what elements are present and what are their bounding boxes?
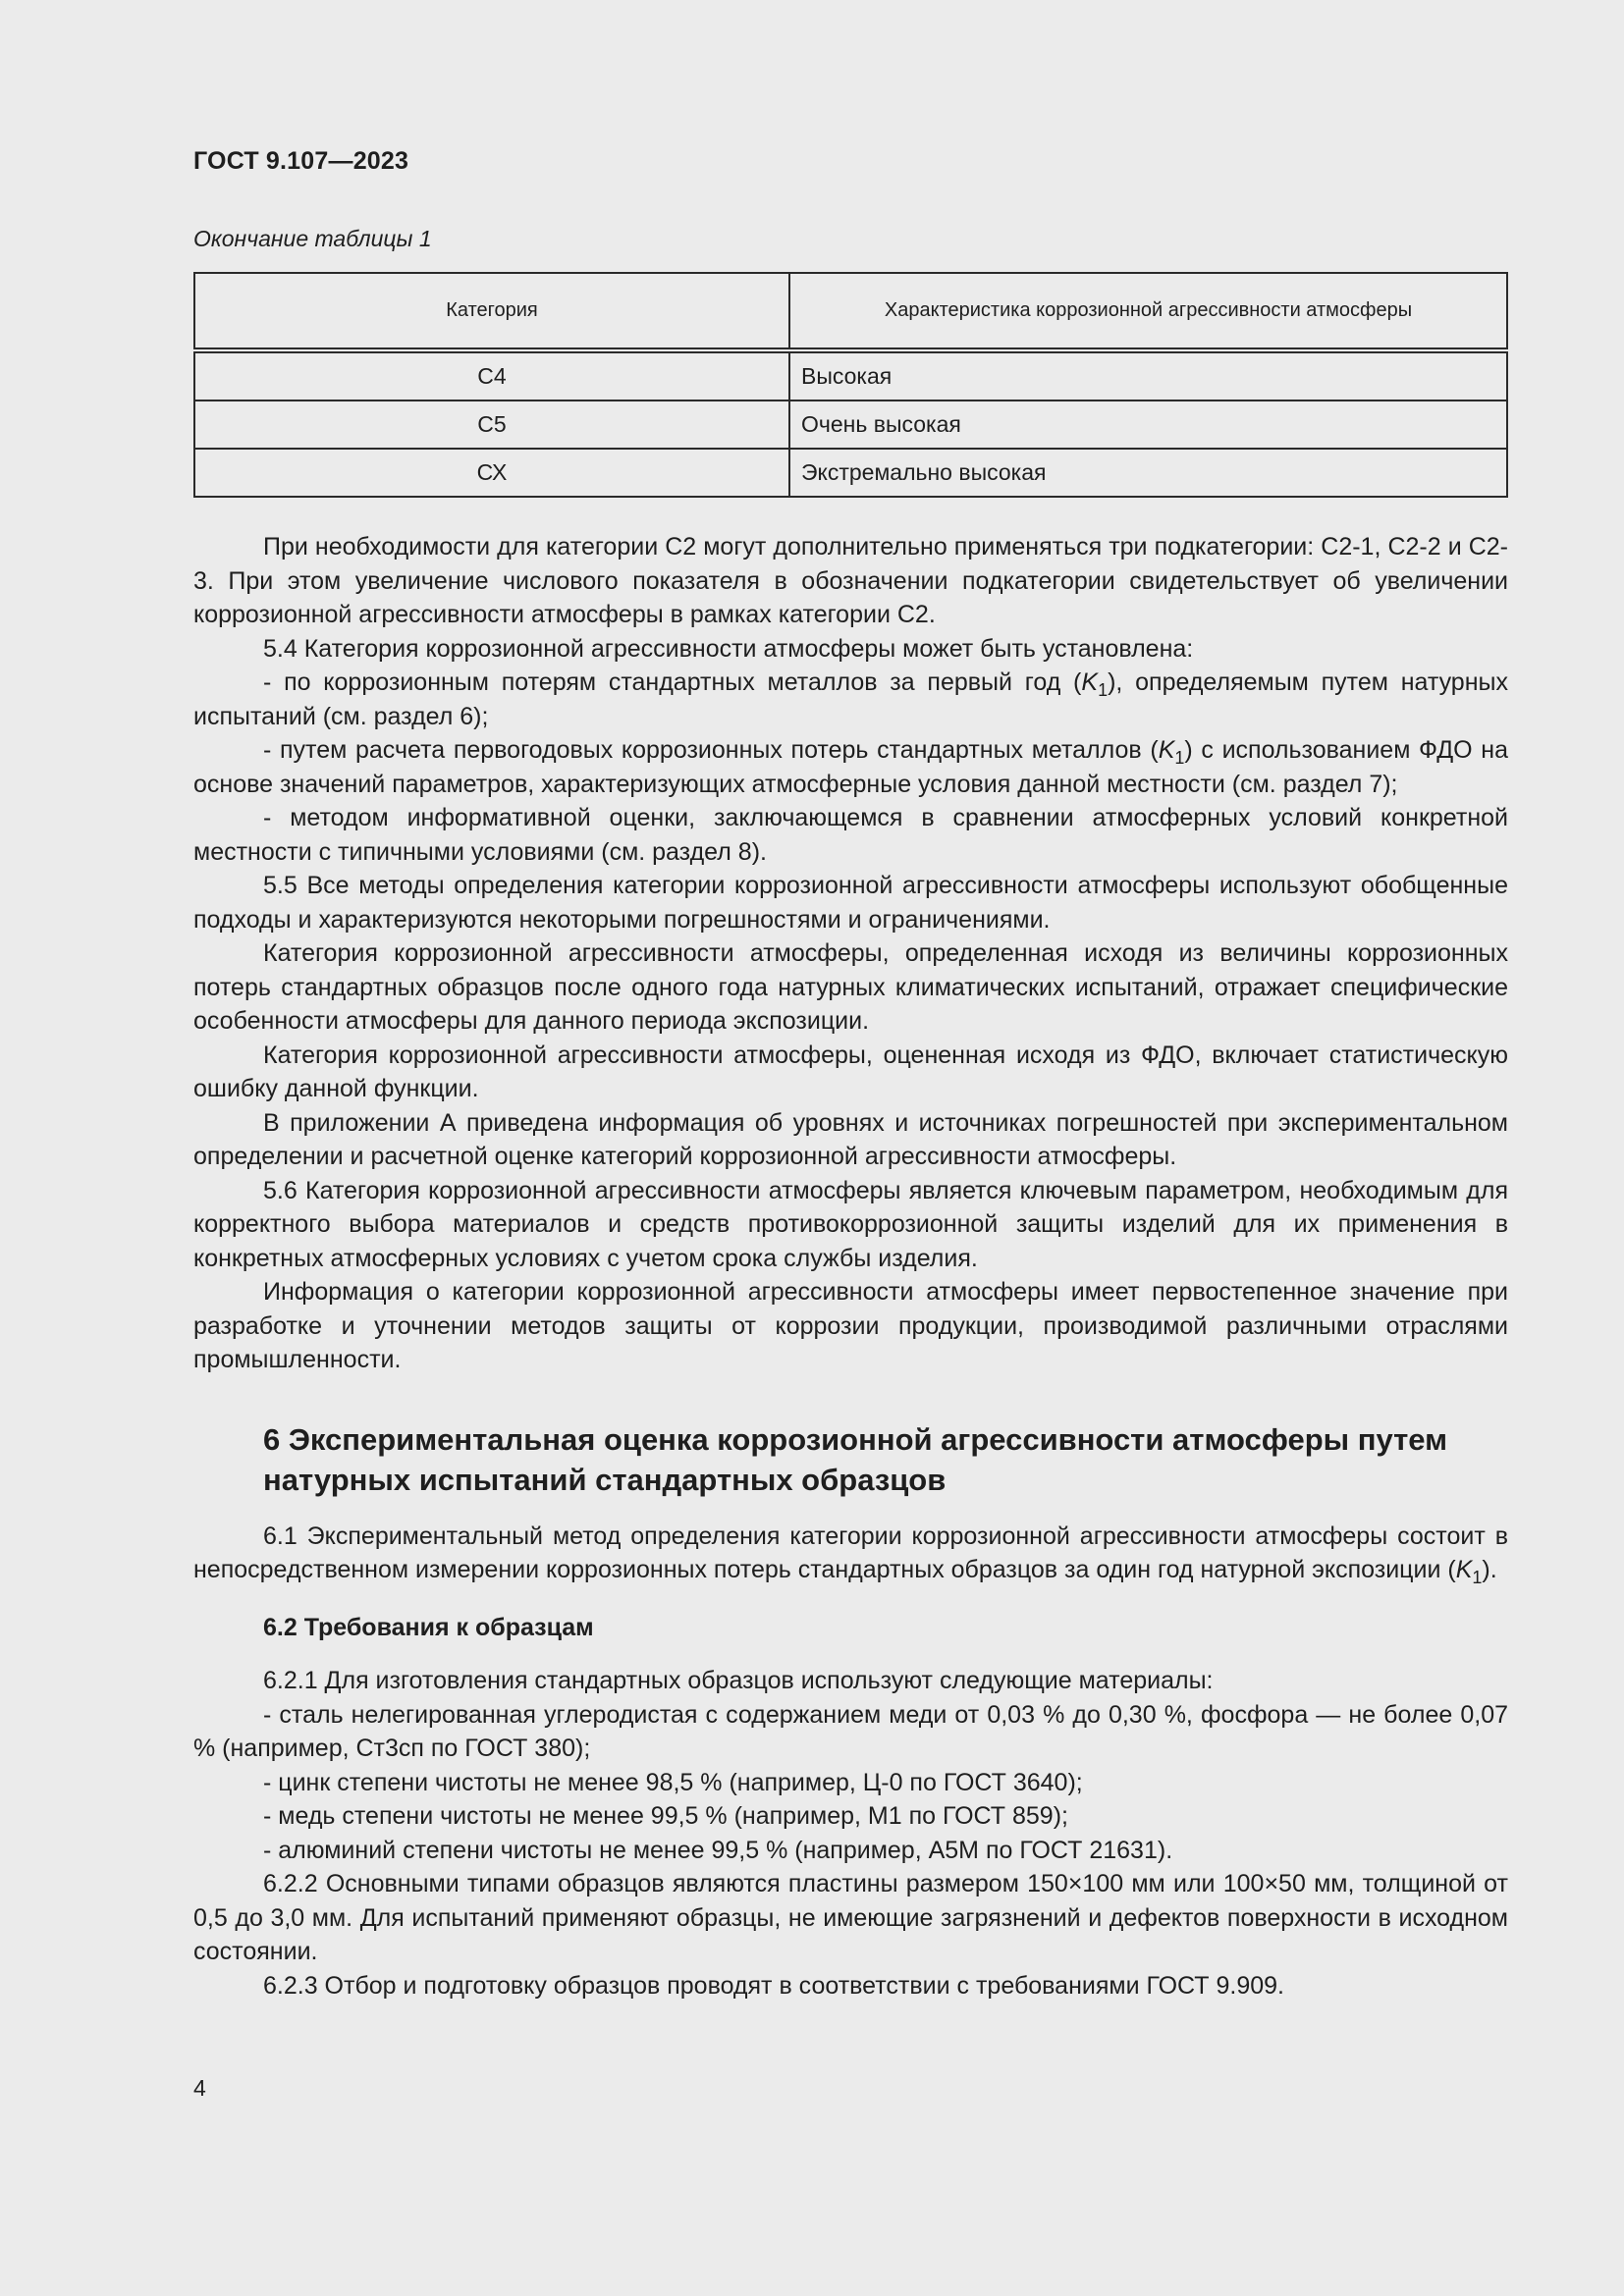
table-cell-category: С4 (194, 350, 789, 400)
page-number: 4 (193, 2075, 206, 2101)
text-fragment: 6.1 Экспериментальный метод определения категории коррозионной агрессивности атмосферы состоит в непосредственном измерении коррозионных потерь стандартных образцов за один год натурной экспозиции ( (193, 1522, 1508, 1583)
symbol-subscript: 1 (1098, 680, 1109, 700)
subsection-6-2-heading: 6.2 Требования к образцам (263, 1613, 594, 1641)
text-fragment: - путем расчета первогодовых коррозионных потерь стандартных металлов ( (263, 736, 1159, 764)
symbol-subscript: 1 (1472, 1568, 1483, 1587)
list-item: - цинк степени чистоты не менее 98,5 % (например, Ц-0 по ГОСТ 3640); (263, 1768, 1083, 1796)
clause-6-2-1: 6.2.1 Для изготовления стандартных образцов используют следующие материалы: (263, 1667, 1214, 1694)
text-fragment: - по коррозионным потерям стандартных металлов за первый год ( (263, 668, 1082, 696)
clause-6-1 (193, 1520, 1508, 1587)
table-cell-category: С5 (194, 400, 789, 449)
table-cell-description: Очень высокая (789, 400, 1507, 449)
text-fragment: ). (1482, 1556, 1497, 1583)
symbol-subscript: 1 (1174, 748, 1185, 768)
table-row (194, 350, 1507, 400)
list-item: - сталь нелегированная углеродистая с содержанием меди от 0,03 % до 0,30 %, фосфора — не более 0,07 % (например, Ст3сп по ГОСТ 380); (193, 1700, 1508, 1762)
table-cell-category: СХ (194, 449, 789, 497)
table-cell-description: Высокая (789, 350, 1507, 400)
paragraph: В приложении А приведена информация об уровнях и источниках погрешностей при экспериментальном определении и расчетной оценке категорий коррозионной агрессивности атмосферы. (193, 1108, 1508, 1170)
list-item: - методом информативной оценки, заключающемся в сравнении атмосферных условий конкретной местности с типичными условиями (см. раздел 8). (193, 804, 1508, 866)
column-header-characteristic: Характеристика коррозионной агрессивности атмосферы (789, 273, 1507, 350)
table-caption: Окончание таблицы 1 (193, 226, 432, 251)
section-6-heading: 6 Экспериментальная оценка коррозионной агрессивности атмосферы путем натурных испытаний стандартных образцов (263, 1421, 1448, 1497)
text-fragment: ) с использованием ФДО на основе значений параметров, характеризующих атмосферные условия данной местности (см. раздел 7); (193, 736, 1508, 798)
category-table (193, 272, 1508, 498)
symbol-k: K (1158, 736, 1175, 764)
table-header-row (194, 273, 1507, 350)
list-item: - алюминий степени чистоты не менее 99,5 % (например, А5М по ГОСТ 21631). (263, 1836, 1173, 1864)
column-header-category: Категория (194, 273, 789, 350)
paragraph: Информация о категории коррозионной агрессивности атмосферы имеет первостепенное значение при разработке и уточнении методов защиты от коррозии продукции, производимой различными отраслями промышленности. (193, 1278, 1508, 1373)
table-row (194, 449, 1507, 497)
clause-6-2-3: 6.2.3 Отбор и подготовку образцов проводят в соответствии с требованиями ГОСТ 9.909. (263, 1971, 1285, 2000)
paragraph: Категория коррозионной агрессивности атмосферы, оцененная исходя из ФДО, включает статистическую ошибку данной функции. (193, 1041, 1508, 1102)
document-code: ГОСТ 9.107—2023 (193, 147, 409, 175)
clause-6-2-2: 6.2.2 Основными типами образцов являются пластины размером 150×100 мм или 100×50 мм, толщиной от 0,5 до 3,0 мм. Для испытаний применяют образцы, не имеющие загрязнений и дефектов поверхности в исходном состоянии. (193, 1870, 1508, 1965)
paragraph: Категория коррозионной агрессивности атмосферы, определенная исходя из величины коррозионных потерь стандартных образцов после одного года натурных климатических испытаний, отражает специфические особенности атмосферы для данного периода экспозиции. (193, 939, 1508, 1035)
symbol-k: K (1081, 668, 1099, 696)
clause-5-5: 5.5 Все методы определения категории коррозионной агрессивности атмосферы используют обобщенные подходы и характеризуются некоторыми погрешностями и ограничениями. (193, 872, 1508, 934)
list-item (193, 733, 1508, 801)
table-row (194, 400, 1507, 449)
clause-5-4: 5.4 Категория коррозионной агрессивности атмосферы может быть установлена: (263, 634, 1194, 663)
table-cell-description: Экстремально высокая (789, 449, 1507, 497)
list-item (193, 666, 1508, 733)
symbol-k: K (1455, 1556, 1473, 1583)
paragraph: При необходимости для категории С2 могут дополнительно применяться три подкатегории: С2-1, С2-2 и С2-3. При этом увеличение числового показателя в обозначении подкатегории свидетельствует об увеличении коррозионной агрессивности атмосферы в рамках категории С2. (193, 533, 1508, 628)
text-fragment: ), определяемым путем натурных испытаний (см. раздел 6); (193, 668, 1508, 730)
body-text (193, 530, 1508, 2002)
clause-5-6: 5.6 Категория коррозионной агрессивности атмосферы является ключевым параметром, необходимым для корректного выбора материалов и средств противокоррозионной защиты изделий для их применения в конкретных атмосферных условиях с учетом срока службы изделия. (193, 1176, 1508, 1272)
list-item: - медь степени чистоты не менее 99,5 % (например, М1 по ГОСТ 859); (263, 1802, 1068, 1830)
